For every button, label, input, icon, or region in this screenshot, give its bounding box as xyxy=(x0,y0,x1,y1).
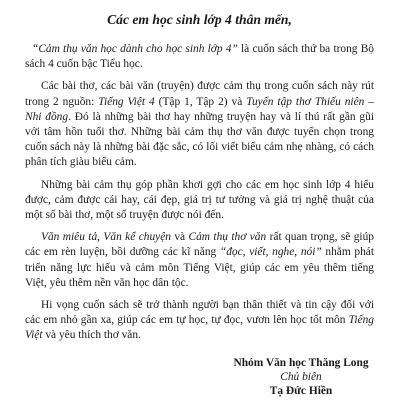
hope-text-a: Hi vọng cuốn sách sẽ trở thành người bạn thân thiết và tin cậy đối với các em nhỏ gần xa, giúp các em tự học, tự đọc, vươn lên học tốt môn xyxy=(25,299,374,327)
paragraph-intro xyxy=(25,42,374,72)
signature-block xyxy=(226,356,376,398)
subject-van-ke-chuyen: Văn kể chuyện xyxy=(103,231,171,244)
source-tuyen-tap: Tuyển tập thơ Thiếu niên – Nhi đồng xyxy=(25,95,374,123)
skills-list: “đọc, viết, nghe, nói” xyxy=(219,246,322,259)
subject-van-mieu-ta: Văn miêu tả xyxy=(41,231,98,244)
greeting-heading: Các em học sinh lớp 4 thân mến, xyxy=(107,12,292,27)
source-tieng-viet-4: Tiếng Việt 4 xyxy=(98,95,155,108)
signature-org: Nhóm Văn học Thăng Long xyxy=(233,357,369,369)
paragraph-purpose: Những bài cảm thụ góp phần khơi gợi cho các em học sinh lớp 4 hiểu được, cảm được cái hay, cái đẹp, giá trị tư tưởng và giá trị nghệ thuật của một số bài thơ, một số truyện được nói đến. xyxy=(25,178,374,222)
paragraph-skills xyxy=(25,230,374,291)
sources-text-c: . Đó là những bài thơ hay những truyện hay và lí thú rất gần gũi với tâm hồn tuổi thơ. Những bài cảm thụ thơ văn được tuyển chọn trong cuốn sách này là những bài đặc sắc, có lối viết biểu cảm nhẹ nhàng, có cách phân tích giàu biểu cảm. xyxy=(25,110,374,169)
sources-text-b: (Tập 1, Tập 2) và xyxy=(154,95,247,108)
book-title: “Cảm thụ văn học dành cho học sinh lớp 4” xyxy=(32,43,238,55)
paragraph-intro-text: là cuốn sách thứ ba trong Bộ sách 4 cuốn bậc Tiểu học. xyxy=(25,43,374,71)
skills-text-d: nhằm phát triển năng lực hiểu và cảm môn Tiếng Việt, giúp các em yêu thêm tiếng Việt, yêu thêm nền văn học dân tộc. xyxy=(25,246,374,289)
paragraph-hope xyxy=(25,298,374,344)
signature-name: Tạ Đức Hiền xyxy=(269,385,333,397)
skills-text-c: rất quan trọng, sẽ giúp các em rèn luyện, bồi dưỡng các kĩ năng xyxy=(25,231,374,259)
subject-cam-thu: Cảm thụ thơ văn xyxy=(188,231,267,244)
paragraph-sources xyxy=(25,79,374,170)
sources-text-a: Các bài thơ, các bài văn (truyện) được cảm thụ trong cuốn sách này rút trong 2 nguồn: xyxy=(25,80,374,108)
subject-tieng-viet: Tiếng Việt xyxy=(25,314,374,342)
skills-text-b: và xyxy=(170,231,189,244)
skills-text-a: , xyxy=(97,231,104,244)
hope-text-b: và yêu thích thơ văn. xyxy=(42,329,141,342)
signature-role: Chủ biên xyxy=(280,371,322,383)
